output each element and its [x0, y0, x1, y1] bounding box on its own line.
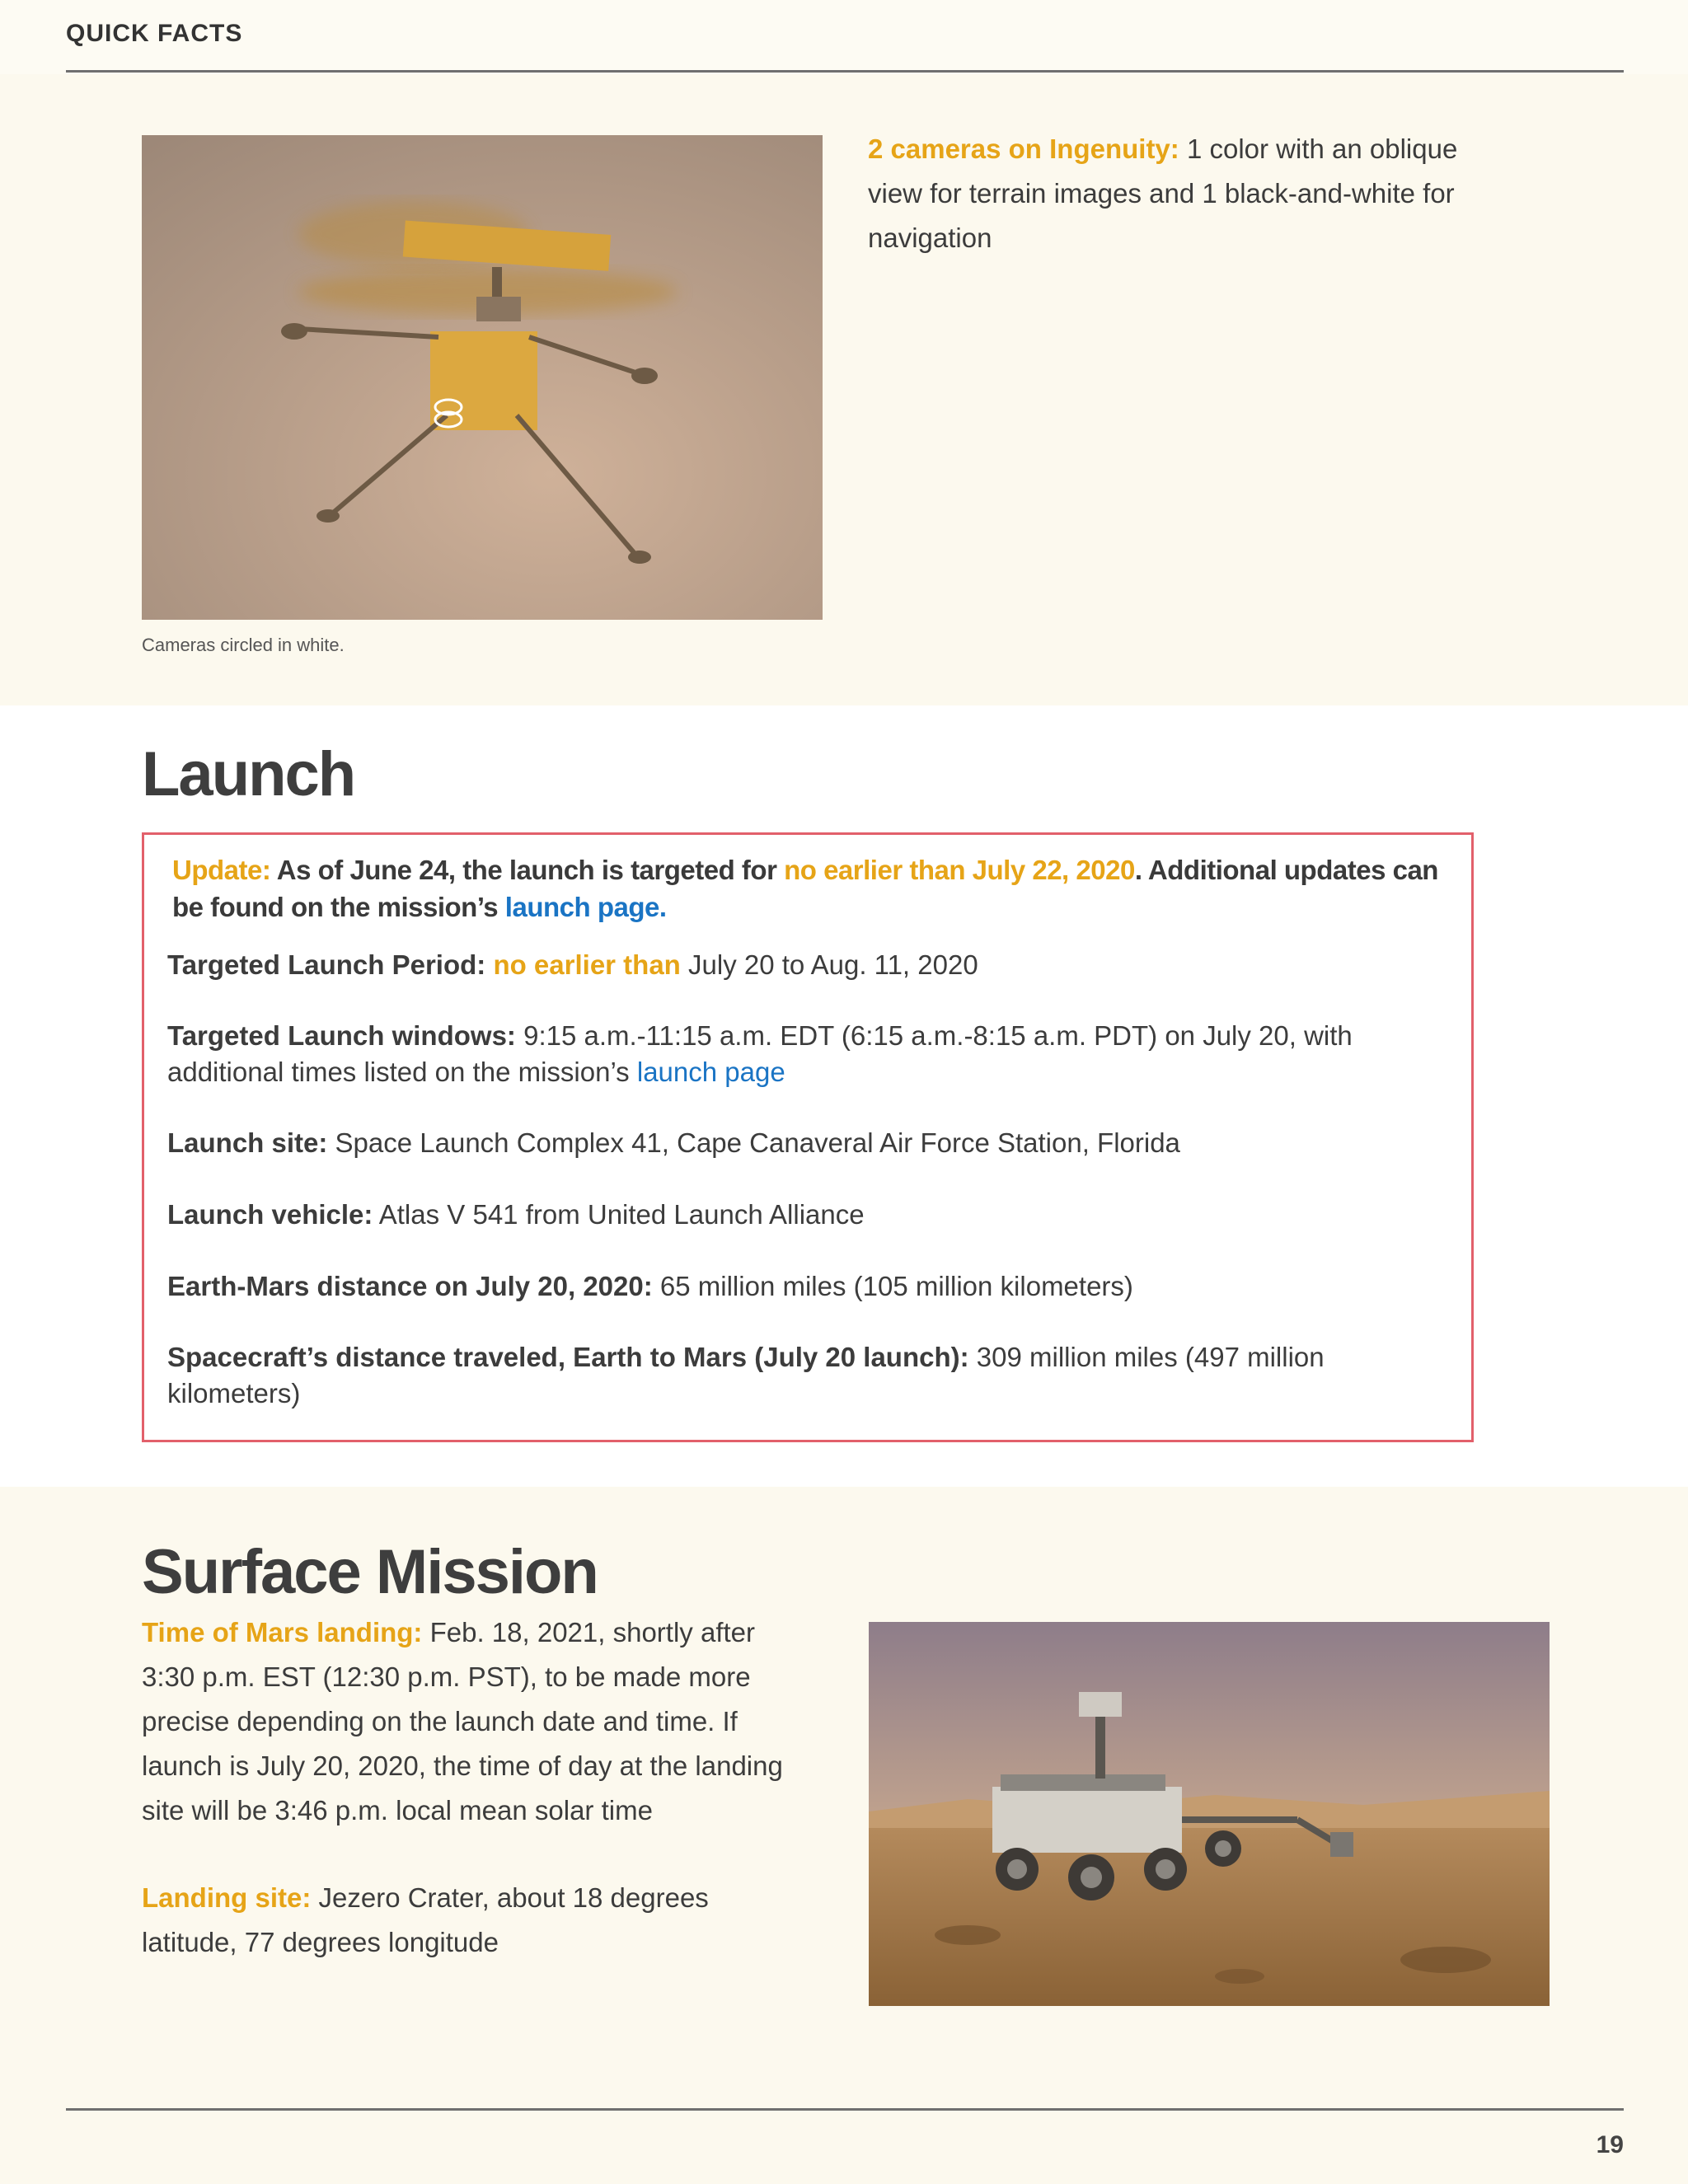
launch-section: [0, 705, 1688, 1487]
launch-vehicle: [167, 1197, 1437, 1233]
page-number: 19: [1596, 2131, 1624, 2158]
image-caption: Cameras circled in white.: [142, 635, 345, 655]
ingenuity-helicopter-image: [142, 135, 823, 620]
launch-period-label: Targeted Launch Period:: [167, 949, 486, 980]
launch-windows-link[interactable]: launch page: [636, 1057, 785, 1087]
quick-facts-section: [0, 74, 1688, 705]
update-text-1: As of June 24, the launch is targeted for: [270, 855, 785, 885]
launch-windows-value: 9:15 a.m.-11:15 a.m. EDT (6:15 a.m.-8:15 a.m. PDT) on July 20, with additional times listed on the mission’s: [167, 1020, 1353, 1087]
launch-update-notice: [172, 851, 1442, 926]
earth-mars-distance-label: Earth-Mars distance on July 20, 2020:: [167, 1271, 653, 1301]
page-header: [66, 20, 1624, 73]
cameras-fact: [868, 127, 1494, 260]
launch-period: [167, 947, 1437, 983]
launch-site-label: Launch site:: [167, 1127, 328, 1158]
header-title: QUICK FACTS: [66, 20, 243, 47]
launch-windows: [167, 1018, 1437, 1090]
launch-period-highlight: no earlier than: [485, 949, 681, 980]
update-label: Update:: [172, 855, 271, 885]
cameras-text: 1 color with an oblique view for terrain images and 1 black-and-white for navigation: [868, 134, 1458, 253]
surface-mission-section: [0, 1487, 1688, 2184]
distance-traveled-value: 309 million miles (497 million kilometers): [167, 1342, 1325, 1408]
surface-mission-text: [142, 1610, 793, 2008]
distance-traveled: [167, 1339, 1437, 1412]
update-text-2: . Additional updates can be found on the mission’s: [172, 855, 1438, 922]
perseverance-rover-image: [869, 1622, 1550, 2006]
launch-windows-label: Targeted Launch windows:: [167, 1020, 516, 1051]
distance-traveled-label: Spacecraft’s distance traveled, Earth to Mars (July 20 launch):: [167, 1342, 969, 1372]
launch-site-value: Space Launch Complex 41, Cape Canaveral Air Force Station, Florida: [327, 1127, 1180, 1158]
landing-site-label: Landing site:: [142, 1882, 312, 1913]
landing-site-value: Jezero Crater, about 18 degrees latitude, 77 degrees longitude: [142, 1882, 709, 1957]
launch-vehicle-value: Atlas V 541 from United Launch Alliance: [373, 1199, 865, 1230]
landing-time-label: Time of Mars landing:: [142, 1617, 423, 1647]
launch-period-value: July 20 to Aug. 11, 2020: [680, 949, 978, 980]
update-date: no earlier than July 22, 2020: [784, 855, 1135, 885]
launch-heading: Launch: [142, 739, 355, 809]
earth-mars-distance: [167, 1268, 1437, 1305]
launch-site: [167, 1125, 1437, 1161]
update-launch-page-link[interactable]: launch page.: [504, 892, 667, 922]
landing-site: [142, 1876, 793, 1965]
launch-vehicle-label: Launch vehicle:: [167, 1199, 373, 1230]
cameras-label: 2 cameras on Ingenuity:: [868, 134, 1179, 164]
surface-mission-heading: Surface Mission: [142, 1537, 598, 1607]
landing-time-value: Feb. 18, 2021, shortly after 3:30 p.m. EST (12:30 p.m. PST), to be made more precise depending on the launch date and time. If launch is July 20, 2020, the time of day at the landing site will be 3:46 p.m. local mean solar time: [142, 1617, 783, 1825]
launch-info-box: [142, 832, 1474, 1442]
landing-time: [142, 1610, 793, 1833]
earth-mars-distance-value: 65 million miles (105 million kilometers): [652, 1271, 1133, 1301]
footer-divider: [66, 2108, 1624, 2111]
